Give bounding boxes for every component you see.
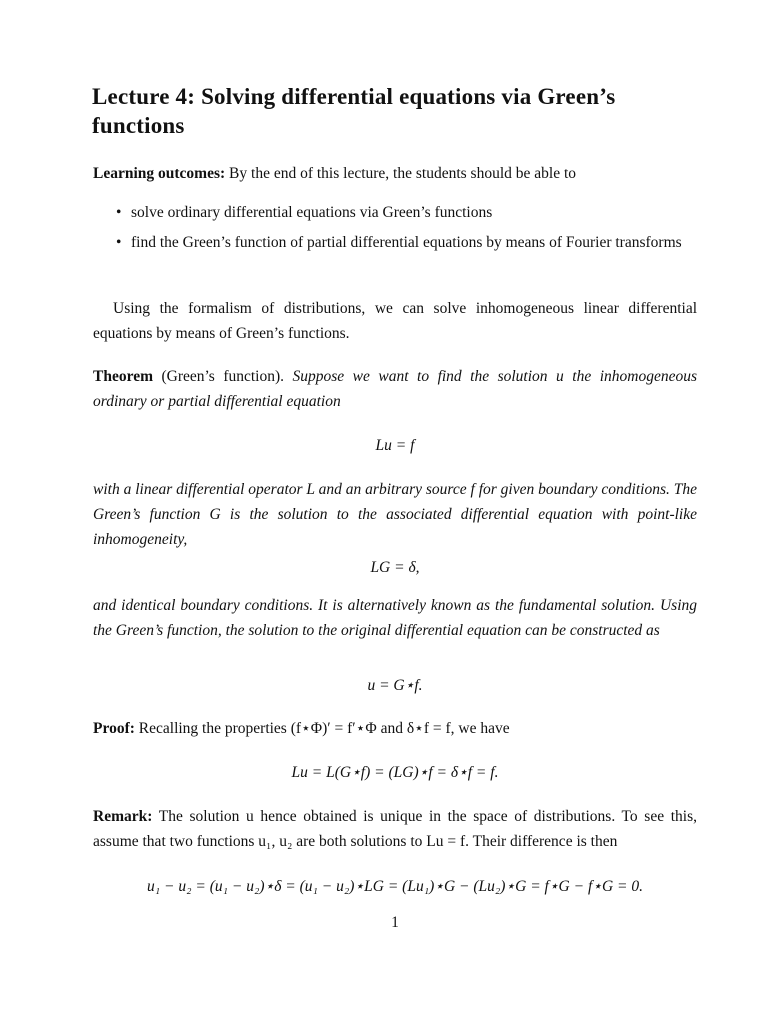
lecture-title: Lecture 4: Solving differential equations via Green’s functions xyxy=(92,84,616,138)
proof-paragraph xyxy=(93,716,697,741)
theorem-name: (Green’s function). xyxy=(152,368,285,385)
remark-equation: u₁ − u₂ = (u₁ − u₂)⋆δ = (u₁ − u₂)⋆LG = (Lu₁)⋆G − (Lu₂)⋆G = f⋆G − f⋆G = 0. xyxy=(147,878,643,895)
equation-lg-delta: LG = δ, xyxy=(370,559,420,576)
bullet-icon: • xyxy=(116,234,122,251)
learning-outcomes xyxy=(93,161,697,186)
theorem-text-1: Suppose we want to find the solution u the inhomogeneous ordinary or partial differential equation xyxy=(93,368,697,410)
learning-outcomes-label: Learning outcomes: xyxy=(93,165,226,182)
intro-paragraph: Using the formalism of distributions, we can solve inhomogeneous linear differential equations by means of Green’s functions. xyxy=(93,300,697,342)
equation-lu-f: Lu = f xyxy=(375,437,415,454)
page-number: 1 xyxy=(391,914,399,931)
bullet-icon: • xyxy=(116,204,122,221)
remark-text: The solution u hence obtained is unique in the space of distributions. To see this, assume that two functions u₁, u₂ are both solutions to Lu = f. Their difference is then xyxy=(93,808,697,850)
theorem-text-3: and identical boundary conditions. It is alternatively known as the fundamental solution. Using the Green’s function, the solution to the original differential equation can be constructed as xyxy=(93,597,697,639)
remark-label: Remark: xyxy=(93,808,153,825)
learning-outcomes-text: By the end of this lecture, the students should be able to xyxy=(225,165,577,182)
proof-text: Recalling the properties (f⋆Φ)′ = f′⋆Φ and δ⋆f = f, we have xyxy=(134,720,510,737)
theorem-label: Theorem xyxy=(93,368,153,385)
proof-label: Proof: xyxy=(93,720,135,737)
proof-equation: Lu = L(G⋆f) = (LG)⋆f = δ⋆f = f. xyxy=(291,764,499,781)
theorem-text-2: with a linear differential operator L and an arbitrary source f for given boundary conditions. The Green’s function G is the solution to the associated differential equation with point-like inhomogeneity, xyxy=(93,481,697,548)
list-item xyxy=(116,230,696,255)
theorem-statement xyxy=(93,364,697,414)
remark-paragraph xyxy=(93,804,697,854)
outcomes-list xyxy=(116,200,696,260)
list-item xyxy=(116,200,696,225)
outcome-text: find the Green’s function of partial differential equations by means of Fourier transforms xyxy=(131,234,682,251)
equation-u-gf: u = G⋆f. xyxy=(367,677,423,694)
outcome-text: solve ordinary differential equations via Green’s functions xyxy=(131,204,493,221)
